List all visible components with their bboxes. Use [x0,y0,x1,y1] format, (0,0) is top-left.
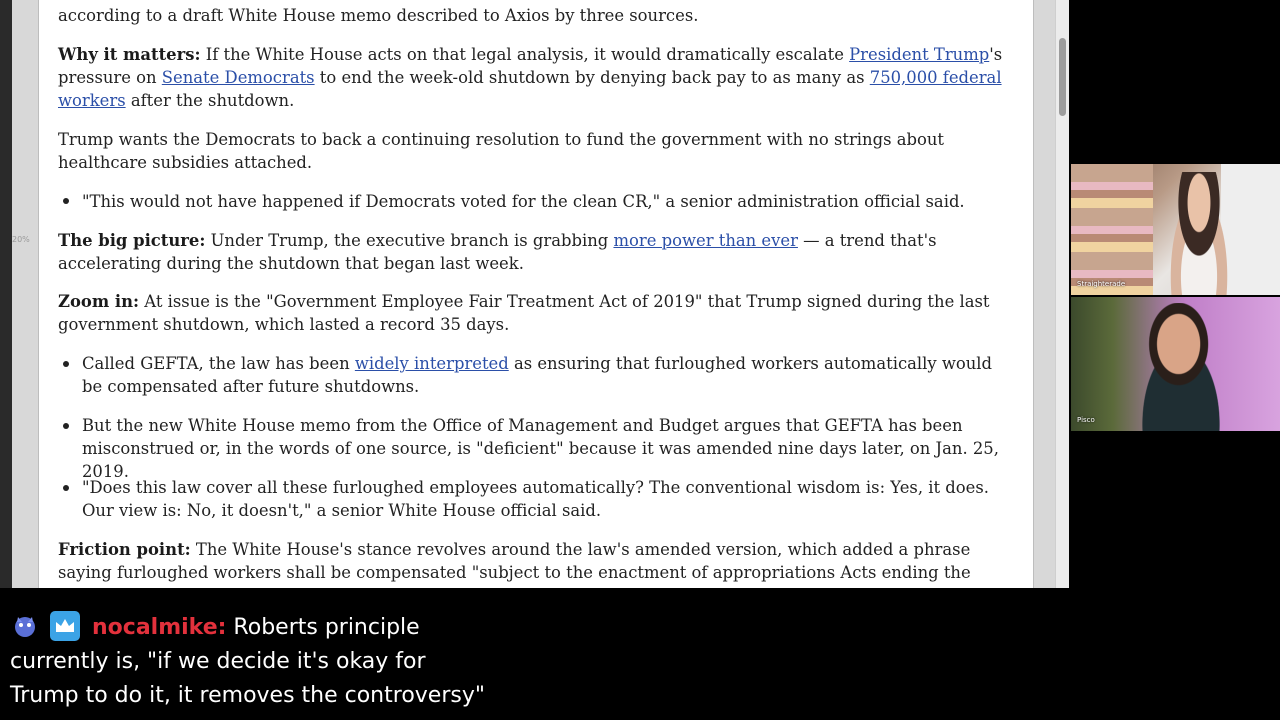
more-power-link[interactable]: more power than ever [613,231,798,250]
why-it-matters-label: Why it matters: [58,45,201,64]
bullet-gefta-text-2: as ensuring that furloughed workers automatically would be compensated after future shutdowns. [82,354,993,396]
bullet-dot [63,198,69,204]
friction-point-text: The White House's stance revolves around the law's amended version, which added a phrase saying furloughed workers shall be compensated "subject to the enactment of appropriations Acts ending the [58,540,971,582]
chat-message-line-2: currently is, "if we decide it's okay for [10,649,426,674]
scrollbar-thumb[interactable] [1059,38,1066,116]
big-picture-text-2: — a trend that's accelerating during the shutdown that began last week. [58,231,937,273]
bullet-quote-1: "This would not have happened if Democrats voted for the clean CR," a senior administration official said. [82,192,965,211]
chat-overlay [0,588,1280,720]
zoom-in-paragraph [58,290,1018,336]
chat-username[interactable]: nocalmike: [92,615,227,640]
trump-wants-paragraph [58,128,1018,174]
big-picture-paragraph [58,229,1018,275]
why-it-matters-text-4: after the shutdown. [125,91,295,110]
intro-line: according to a draft White House memo described to Axios by three sources. [58,6,699,25]
chat-message-line-3: Trump to do it, it removes the controversy" [10,683,485,708]
left-gutter [0,0,12,588]
why-it-matters-paragraph [58,43,1018,112]
why-it-matters-text-2: 's pressure on [58,45,1003,87]
bullet-dot [63,361,69,367]
zoom-in-label: Zoom in: [58,292,140,311]
crown-badge-icon [50,611,80,641]
why-it-matters-text-1: If the White House acts on that legal analysis, it would dramatically escalate [200,45,850,64]
cam1-label: Straighterade [1077,280,1126,288]
subscriber-badge-icon [10,611,40,641]
bullet-quote-2: "Does this law cover all these furloughed employees automatically? The conventional wisdom is: Yes, it does. Our view is: No, it doesn't," a senior White House official said. [82,478,989,520]
cam2-label: Pisco [1077,416,1095,424]
why-it-matters-text-3: to end the week-old shutdown by denying back pay to as many as [314,68,870,87]
bullet-dot [63,423,69,429]
background-shelf [1071,164,1153,295]
chat-message-line-1 [92,611,420,645]
bullet-dot [63,485,69,491]
big-picture-label: The big picture: [58,231,206,250]
webcam-feed-1 [1071,164,1280,295]
bullet-gefta-text-1: Called GEFTA, the law has been [82,354,355,373]
webcam-feed-2 [1071,297,1280,431]
zoom-in-text: At issue is the "Government Employee Fair Treatment Act of 2019" that Trump signed during the last government shutdown, which lasted a record 35 days. [58,292,990,334]
bullet-gefta [82,352,1012,398]
big-picture-text-1: Under Trump, the executive branch is grabbing [205,231,614,250]
trump-wants-text: Trump wants the Democrats to back a continuing resolution to fund the government with no strings about healthcare subsidies attached. [58,130,944,172]
zoom-marker: 20% [12,235,30,244]
streamer-figure [1121,303,1241,431]
bullet-memo: But the new White House memo from the Office of Management and Budget argues that GEFTA has been misconstrued or, in the words of one source, is "deficient" because it was amended nine days later, on Jan. 25, 2019. [82,416,999,481]
friction-point-label: Friction point: [58,540,191,559]
vertical-scrollbar[interactable] [1055,0,1069,588]
chat-message-text-1: Roberts principle [226,615,420,640]
senate-democrats-link[interactable]: Senate Democrats [161,68,315,87]
widely-interpreted-link[interactable]: widely interpreted [354,354,509,373]
president-trump-link[interactable]: President Trump [849,45,990,64]
federal-workers-link[interactable]: 750,000 federal workers [58,68,1002,110]
streamer-figure [1163,172,1235,295]
